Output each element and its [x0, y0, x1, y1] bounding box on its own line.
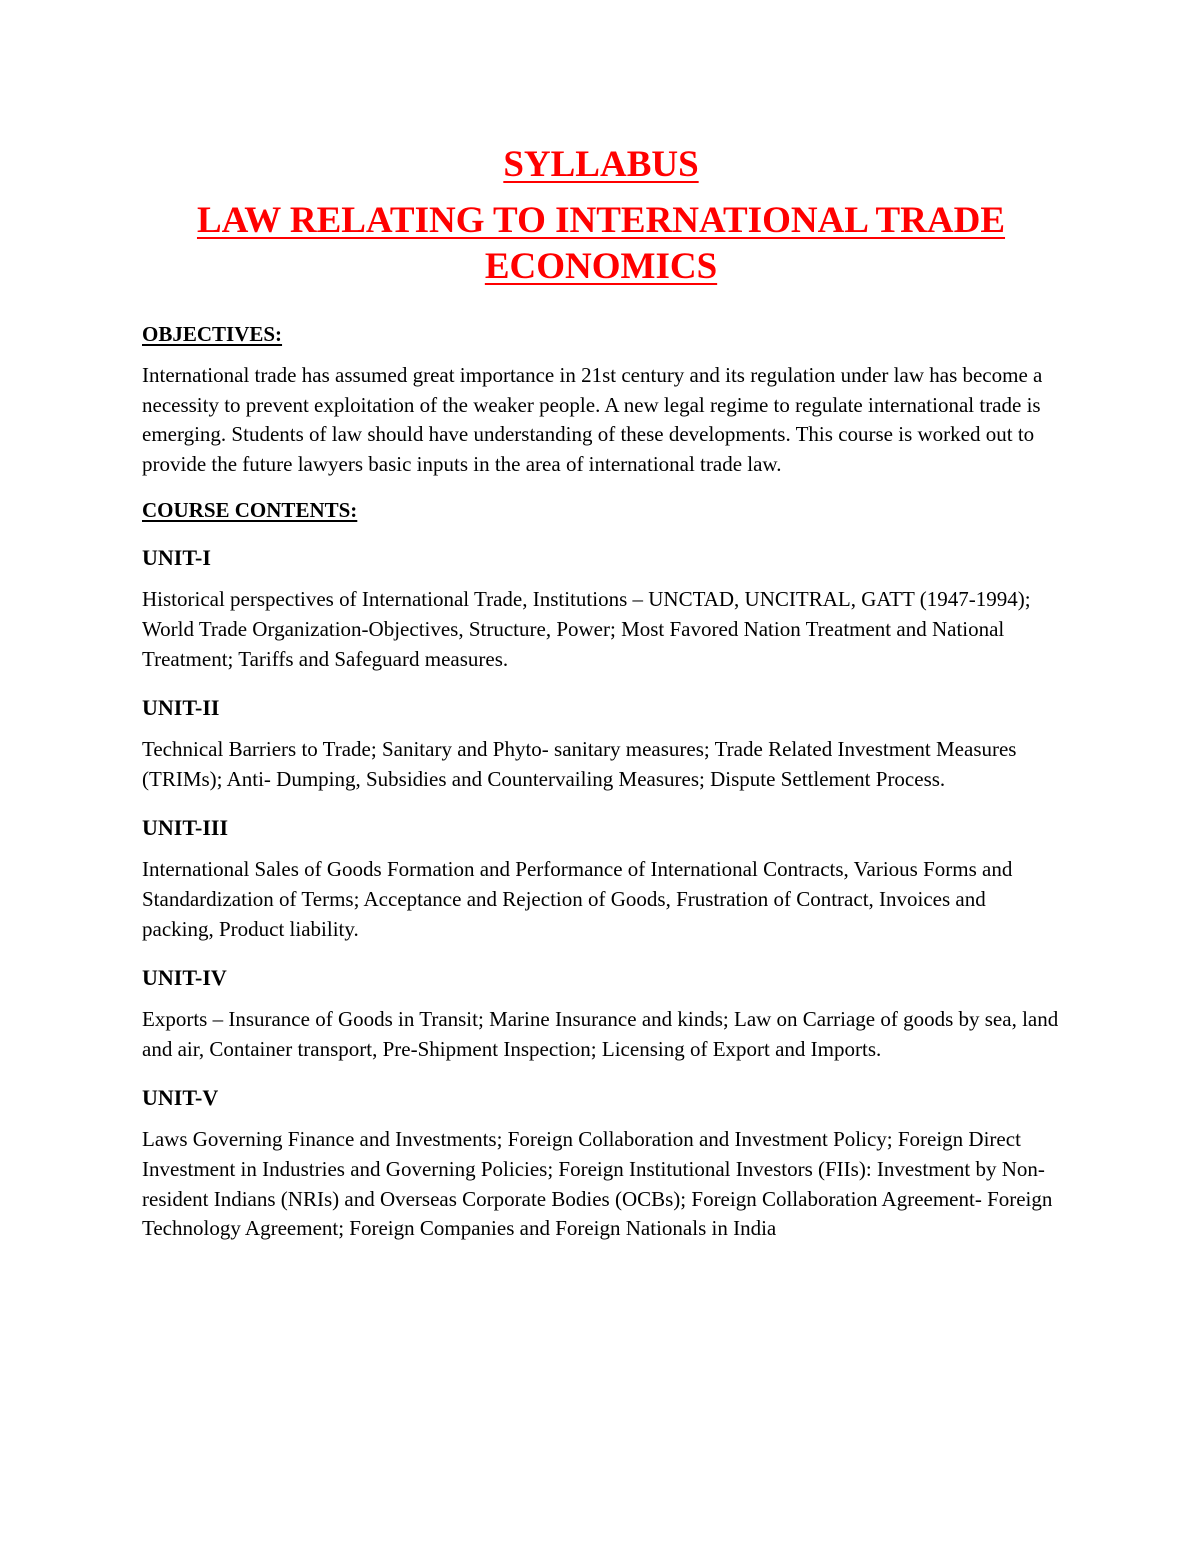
objectives-text: International trade has assumed great importance in 21st century and its regulation under law has become a necessity to prevent exploitation of the weaker people. A new legal regime to regulate international trade is emerging. Students of law should have understanding of these developments. This course is worked out to provide the future lawyers basic inputs in the area of international trade law.: [142, 363, 1043, 476]
unit-heading: UNIT-IV: [142, 965, 227, 991]
unit-heading: UNIT-II: [142, 695, 220, 721]
syllabus-page: [142, 140, 1060, 1244]
unit-section: [142, 814, 1060, 944]
unit-section: [142, 1084, 1060, 1243]
unit-heading: UNIT-I: [142, 545, 211, 571]
unit-text: Historical perspectives of International Trade, Institutions – UNCTAD, UNCITRAL, GATT (1947-1994); World Trade Organization-Objectives, Structure, Power; Most Favored Nation Treatment and National Treatment; Tariffs and Safeguard measures.: [142, 587, 1031, 671]
unit-text: International Sales of Goods Formation and Performance of International Contracts, Various Forms and Standardization of Terms; Acceptance and Rejection of Goods, Frustration of Contract, Invoices and packing, Product liability.: [142, 857, 1013, 941]
course-contents-heading: COURSE CONTENTS:: [142, 498, 358, 523]
unit-section: [142, 694, 1060, 794]
unit-section: [142, 964, 1060, 1064]
objectives-section: [142, 320, 1060, 479]
unit-section: [142, 544, 1060, 674]
unit-heading: UNIT-III: [142, 815, 229, 841]
unit-text: Exports – Insurance of Goods in Transit; Marine Insurance and kinds; Law on Carriage of goods by sea, land and air, Container transport, Pre-Shipment Inspection; Licensing of Export and Imports.: [142, 1007, 1059, 1061]
course-title: LAW RELATING TO INTERNATIONAL TRADE ECONOMICS: [196, 200, 1006, 287]
objectives-heading: OBJECTIVES:: [142, 322, 283, 346]
unit-text: Laws Governing Finance and Investments; Foreign Collaboration and Investment Policy; Foreign Direct Investment in Industries and Governing Policies; Foreign Institutional Investors (FIIs): Investment by Non-resident Indians (NRIs) and Overseas Corporate Bodies (OCBs); Foreign Collaboration Agreement- Foreign Technology Agreement; Foreign Companies and Foreign Nationals in India: [142, 1127, 1053, 1241]
document-title: SYLLABUS: [503, 144, 699, 185]
unit-text: Technical Barriers to Trade; Sanitary and Phyto- sanitary measures; Trade Related Investment Measures (TRIMs); Anti- Dumping, Subsidies and Countervailing Measures; Dispute Settlement Process.: [142, 737, 1017, 791]
unit-heading: UNIT-V: [142, 1085, 219, 1111]
